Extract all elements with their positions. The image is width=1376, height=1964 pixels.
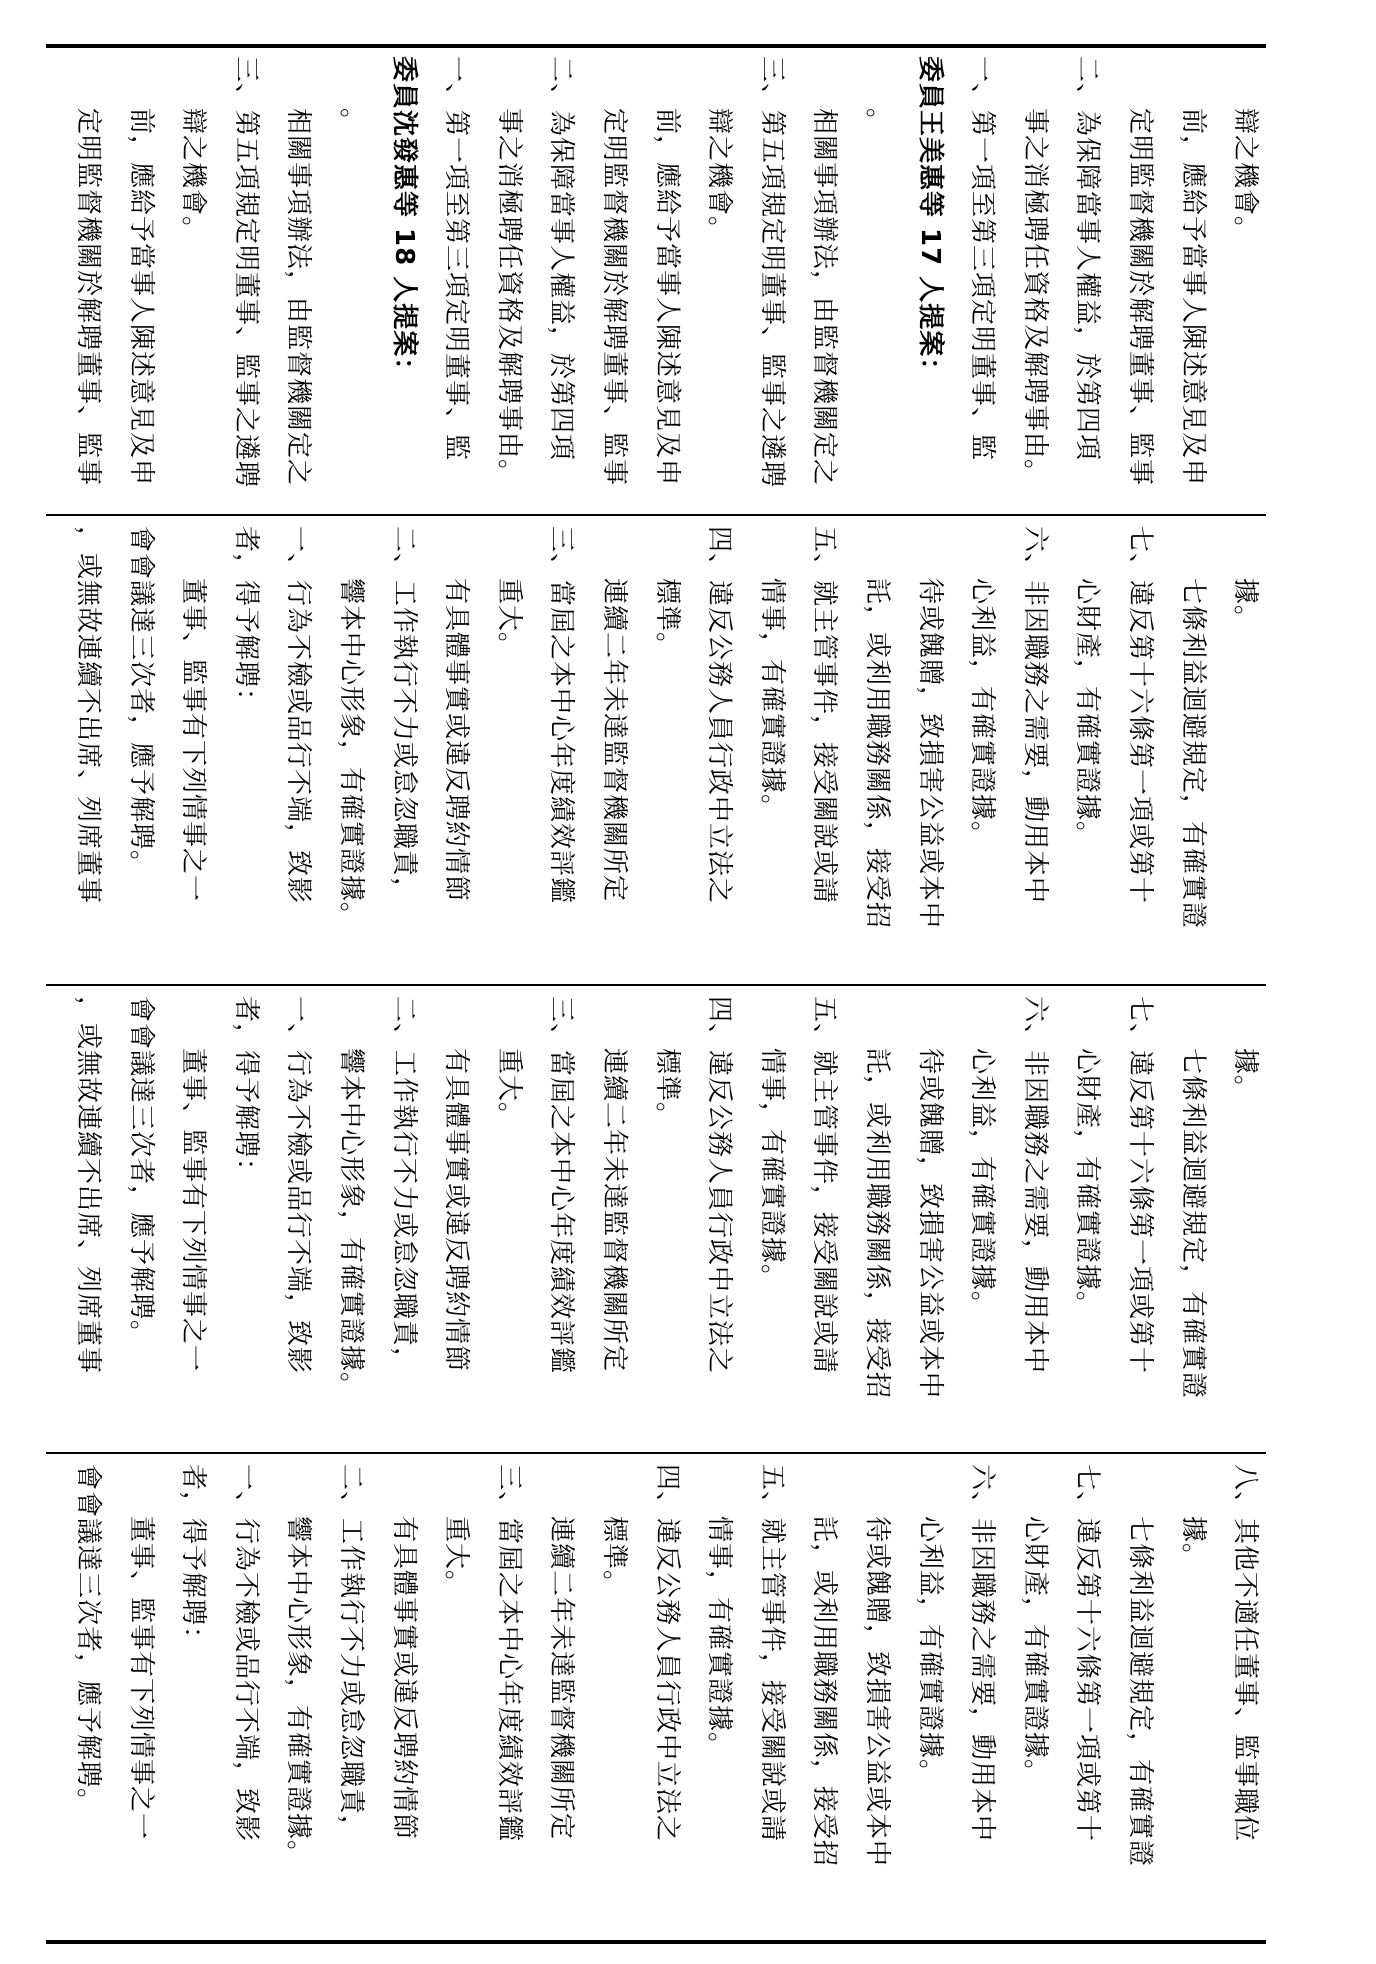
text-column — [859, 526, 895, 976]
text-column — [754, 996, 790, 1446]
text-line: 會會議達三次者，應予解聘。 — [125, 996, 156, 1348]
text-column — [1122, 56, 1158, 506]
text-line: 心利益，有確實證據。 — [967, 1048, 998, 1319]
text-line: 響本中心形象，有確實證據。 — [283, 1516, 314, 1868]
text-column — [701, 526, 737, 976]
text-line: 定明監督機關於解聘董事、監事 — [1125, 108, 1155, 487]
text-column — [1175, 526, 1211, 976]
text-line: 五、就主管事件，接受關說或請 — [756, 1464, 787, 1843]
proposal-heading: 委員王美惠等 17 人提案： — [914, 56, 945, 385]
text-column — [649, 526, 685, 976]
text-column — [596, 56, 632, 506]
text-line: 三、第五項規定明董事、監事之遴聘 — [756, 56, 787, 489]
text-line: 辯之機會。 — [704, 108, 735, 244]
text-line: 一、第一項至第三項定明董事、監 — [967, 56, 998, 462]
text-column — [1069, 996, 1105, 1446]
text-column — [806, 526, 842, 976]
text-column — [70, 526, 106, 976]
text-column — [228, 1464, 264, 1914]
text-column — [912, 1464, 948, 1914]
text-column — [964, 526, 1000, 976]
text-column — [754, 1464, 790, 1914]
text-column — [806, 56, 842, 506]
top-rule — [46, 44, 1266, 48]
text-line: 。 — [862, 108, 892, 136]
text-column — [596, 996, 632, 1446]
text-column — [491, 526, 527, 976]
text-line: 五、就主管事件，接受關說或請 — [809, 526, 840, 905]
text-line: 前，應給予當事人陳述意見及申 — [651, 108, 682, 487]
text-line: ，或無故連續不出席、列席董事 — [73, 996, 103, 1375]
text-column — [543, 56, 579, 506]
text-column — [70, 56, 106, 506]
text-line: 有具體事實或違反聘約情節 — [388, 1516, 419, 1841]
text-column — [649, 1464, 685, 1914]
text-line: 七、違反第十六條第一項或第十 — [1125, 996, 1155, 1375]
text-line: 董事、監事有下列情事之一 — [178, 578, 209, 903]
text-column — [438, 56, 474, 506]
text-column — [1069, 56, 1105, 506]
text-line: 託，或利用職務關係，接受招 — [809, 1516, 840, 1868]
text-column — [438, 996, 474, 1446]
text-line: 定明監督機關於解聘董事、監事 — [73, 108, 103, 487]
text-line: 相關事項辦法，由監督機關定之 — [283, 108, 314, 487]
text-column — [386, 1464, 422, 1914]
text-line: 六、非因職務之需要，動用本中 — [1019, 526, 1050, 905]
text-line: 七、違反第十六條第一項或第十 — [1072, 1464, 1103, 1843]
text-line: 連續二年未達監督機關所定 — [599, 1048, 629, 1373]
text-column — [859, 1464, 895, 1914]
text-column — [754, 526, 790, 976]
text-column — [754, 56, 790, 506]
text-column — [175, 996, 211, 1446]
text-column — [1227, 526, 1263, 976]
text-line: 託，或利用職務關係，接受招 — [862, 1048, 892, 1400]
text-line: 。 — [336, 108, 366, 136]
text-column — [1175, 56, 1211, 506]
text-column — [859, 56, 895, 506]
text-line: 重大。 — [441, 1516, 472, 1598]
text-line: 三、當屆之本中心年度績效評鑑 — [546, 996, 577, 1375]
text-column — [333, 526, 369, 976]
text-line: 二、工作執行不力或怠忽職責， — [336, 1464, 366, 1843]
text-line: 六、非因職務之需要，動用本中 — [1019, 996, 1050, 1375]
text-line: 標準。 — [651, 578, 682, 660]
text-column — [386, 526, 422, 976]
text-line: 前，應給予當事人陳述意見及申 — [1177, 108, 1208, 487]
text-line: 者，得予解聘： — [230, 526, 261, 716]
text-column — [1227, 996, 1263, 1446]
text-line: 會會議達三次者，應予解聘。 — [73, 1464, 103, 1816]
text-column — [70, 996, 106, 1446]
text-column — [175, 1464, 211, 1914]
bottom-rule — [46, 1940, 1266, 1944]
text-line: 七條利益迴避規定，有確實證 — [1177, 578, 1208, 930]
text-line: 心利益，有確實證據。 — [967, 578, 998, 849]
text-column — [228, 526, 264, 976]
text-line: 八、其他不適任董事、監事職位 — [1230, 1464, 1261, 1843]
text-line: 二、為保障當事人權益，於第四項 — [546, 56, 577, 462]
text-line: 七、違反第十六條第一項或第十 — [1125, 526, 1155, 905]
text-column — [912, 996, 948, 1446]
text-line: 心財產，有確實證據。 — [1072, 1048, 1103, 1319]
text-column — [912, 56, 948, 506]
text-column — [964, 996, 1000, 1446]
text-column — [1069, 526, 1105, 976]
text-line: 響本中心形象，有確實證據。 — [336, 578, 366, 930]
text-column — [333, 1464, 369, 1914]
text-line: 辯之機會。 — [1230, 108, 1261, 244]
text-line: 事之消極聘任資格及解聘事由。 — [493, 108, 524, 487]
text-line: 託，或利用職務關係，接受招 — [862, 578, 892, 930]
text-column — [228, 996, 264, 1446]
text-column — [175, 526, 211, 976]
text-column — [228, 56, 264, 506]
text-column — [333, 56, 369, 506]
text-column — [1017, 996, 1053, 1446]
text-column — [649, 56, 685, 506]
text-line: 董事、監事有下列情事之一 — [125, 1516, 156, 1841]
text-line: 據。 — [1177, 1516, 1208, 1571]
text-column — [123, 996, 159, 1446]
text-line: 二、工作執行不力或怠忽職責， — [388, 526, 419, 905]
text-column — [280, 526, 316, 976]
text-column — [280, 1464, 316, 1914]
text-line: 情事，有確實證據。 — [704, 1516, 735, 1760]
text-line: 前，應給予當事人陳述意見及申 — [125, 108, 156, 487]
text-column — [1017, 1464, 1053, 1914]
text-column — [70, 1464, 106, 1914]
text-column — [1122, 1464, 1158, 1914]
panel-divider — [46, 984, 1266, 986]
text-line: 情事，有確實證據。 — [756, 1048, 787, 1292]
text-column — [175, 56, 211, 506]
text-column — [806, 1464, 842, 1914]
text-line: 者，得予解聘： — [178, 1464, 209, 1654]
text-line: 三、第五項規定明董事、監事之遴聘 — [230, 56, 261, 489]
text-column — [438, 526, 474, 976]
text-column — [1175, 996, 1211, 1446]
text-line: 相關事項辦法，由監督機關定之 — [809, 108, 840, 487]
text-column — [543, 1464, 579, 1914]
text-line: 董事、監事有下列情事之一 — [178, 1048, 209, 1373]
text-column — [806, 996, 842, 1446]
text-column — [1227, 1464, 1263, 1914]
text-line: 五、就主管事件，接受關說或請 — [809, 996, 840, 1375]
text-column — [1069, 1464, 1105, 1914]
text-column — [649, 996, 685, 1446]
text-column — [386, 56, 422, 506]
text-column — [701, 1464, 737, 1914]
text-column — [543, 996, 579, 1446]
text-line: 響本中心形象，有確實證據。 — [336, 1048, 366, 1400]
text-line: 七條利益迴避規定，有確實證 — [1177, 1048, 1208, 1400]
text-line: 事之消極聘任資格及解聘事由。 — [1019, 108, 1050, 487]
text-column — [123, 526, 159, 976]
text-line: 有具體事實或違反聘約情節 — [441, 1048, 472, 1373]
text-line: 標準。 — [599, 1516, 629, 1598]
text-line: 有具體事實或違反聘約情節 — [441, 578, 472, 903]
text-column — [280, 996, 316, 1446]
text-line: 三、當屆之本中心年度績效評鑑 — [546, 526, 577, 905]
text-line: 一、第一項至第三項定明董事、監 — [441, 56, 472, 462]
text-line: 會會議達三次者，應予解聘。 — [125, 526, 156, 878]
text-line: 二、工作執行不力或怠忽職責， — [388, 996, 419, 1375]
text-line: 定明監督機關於解聘董事、監事 — [599, 108, 629, 487]
text-column — [964, 56, 1000, 506]
text-line: 標準。 — [651, 1048, 682, 1130]
text-line: 一、行為不檢或品行不端，致影 — [230, 1464, 261, 1843]
text-column — [859, 996, 895, 1446]
text-column — [701, 56, 737, 506]
text-line: 者，得予解聘： — [230, 996, 261, 1186]
text-column — [123, 1464, 159, 1914]
text-column — [701, 996, 737, 1446]
text-line: 重大。 — [493, 1048, 524, 1130]
text-column — [543, 526, 579, 976]
text-column — [333, 996, 369, 1446]
text-line: 待或餽贈，致損害公益或本中 — [914, 578, 945, 930]
text-column — [1017, 56, 1053, 506]
text-line: 四、違反公務人員行政中立法之 — [651, 1464, 682, 1843]
text-column — [1122, 526, 1158, 976]
text-column — [912, 526, 948, 976]
text-column — [123, 56, 159, 506]
text-line: 心財產，有確實證據。 — [1072, 578, 1103, 849]
text-line: 一、行為不檢或品行不端，致影 — [283, 996, 314, 1375]
text-line: 三、當屆之本中心年度績效評鑑 — [493, 1464, 524, 1843]
text-line: 待或餽贈，致損害公益或本中 — [862, 1516, 892, 1868]
proposal-heading: 委員沈發惠等 18 人提案： — [388, 56, 419, 385]
text-line: ，或無故連續不出席、列席董事 — [73, 526, 103, 905]
text-line: 心財產，有確實證據。 — [1019, 1516, 1050, 1787]
text-column — [1227, 56, 1263, 506]
panel-divider — [46, 514, 1266, 516]
text-line: 辯之機會。 — [178, 108, 209, 244]
text-column — [596, 526, 632, 976]
text-line: 據。 — [1230, 1048, 1261, 1103]
text-line: 心利益，有確實證據。 — [914, 1516, 945, 1787]
text-line: 情事，有確實證據。 — [756, 578, 787, 822]
text-line: 二、為保障當事人權益，於第四項 — [1072, 56, 1103, 462]
text-column — [1122, 996, 1158, 1446]
text-line: 連續二年未達監督機關所定 — [546, 1516, 577, 1841]
panel-divider — [46, 1452, 1266, 1454]
text-line: 四、違反公務人員行政中立法之 — [704, 996, 735, 1375]
text-column — [491, 996, 527, 1446]
text-line: 連續二年未達監督機關所定 — [599, 578, 629, 903]
text-line: 一、行為不檢或品行不端，致影 — [283, 526, 314, 905]
text-column — [491, 56, 527, 506]
text-line: 重大。 — [493, 578, 524, 660]
text-column — [964, 1464, 1000, 1914]
text-line: 據。 — [1230, 578, 1261, 633]
text-line: 待或餽贈，致損害公益或本中 — [914, 1048, 945, 1400]
text-column — [280, 56, 316, 506]
text-column — [491, 1464, 527, 1914]
text-line: 六、非因職務之需要，動用本中 — [967, 1464, 998, 1843]
text-line: 七條利益迴避規定，有確實證 — [1125, 1516, 1155, 1868]
text-column — [1175, 1464, 1211, 1914]
text-column — [596, 1464, 632, 1914]
text-column — [386, 996, 422, 1446]
text-column — [438, 1464, 474, 1914]
text-column — [1017, 526, 1053, 976]
text-line: 四、違反公務人員行政中立法之 — [704, 526, 735, 905]
